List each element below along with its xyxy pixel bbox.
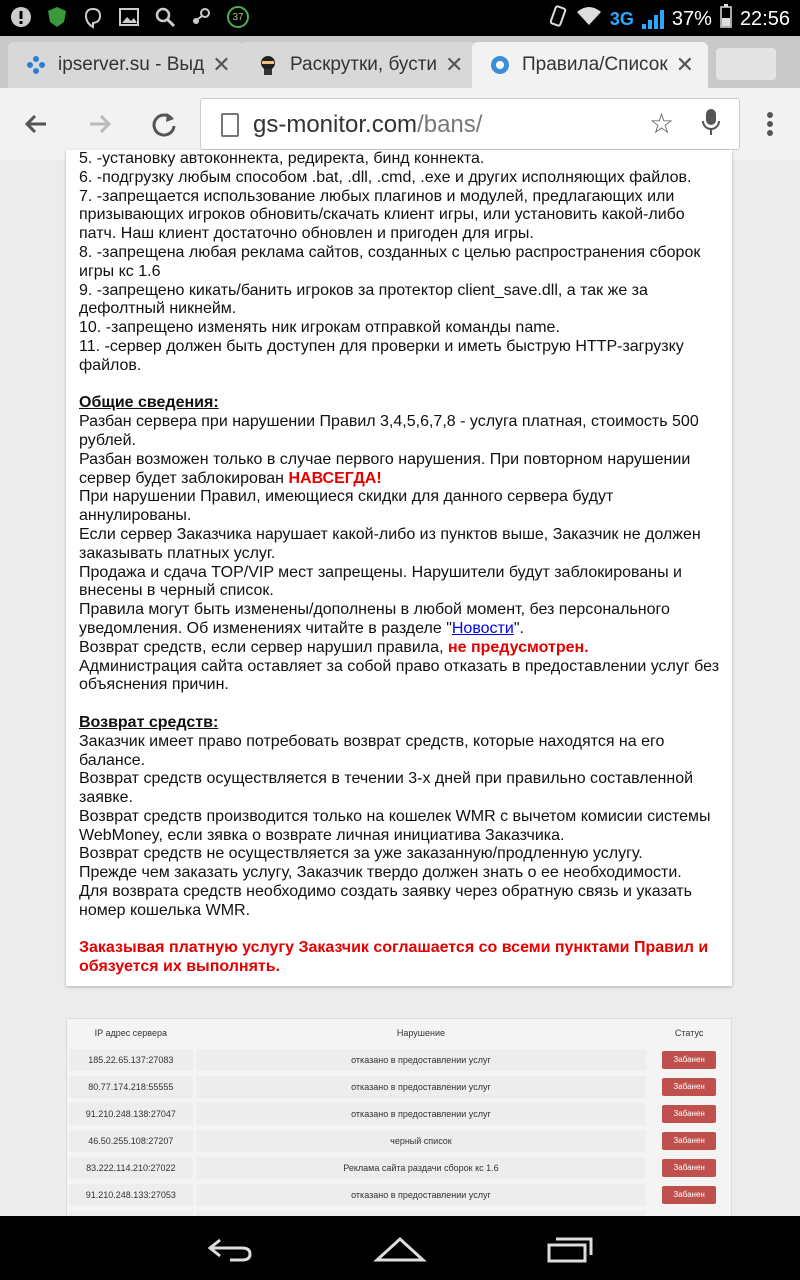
- refund-heading: Возврат средств:: [79, 713, 219, 731]
- hangouts-icon: [82, 6, 104, 28]
- bookmark-star-icon[interactable]: ☆: [649, 108, 675, 139]
- table-row: [69, 1154, 729, 1181]
- status-bar: [0, 0, 800, 36]
- general-item: Правила могут быть изменены/дополнены в любой момент, без персонального уведомления. Об изменениях читайте в разделе "Новости".: [79, 601, 670, 637]
- back-nav-icon[interactable]: [200, 1232, 260, 1266]
- rule-item: 9. -запрещено кикать/банить игроков за протектор client_save.dll, а так же за дефолтный никнейм.: [79, 281, 648, 318]
- alert-icon: [10, 6, 32, 28]
- violation-cell: Реклама сайта раздачи сборок кс 1.6: [196, 1157, 647, 1179]
- url-text[interactable]: gs-monitor.com/bans/: [253, 111, 483, 138]
- gsmonitor-icon: [490, 55, 510, 75]
- tab-strip: [0, 36, 800, 88]
- battery-icon: [720, 4, 732, 34]
- table-header: [69, 1019, 729, 1046]
- general-item: Разбан возможен только в случае первого нарушения. При повторном нарушении сервер будет заблокирован НАВСЕГДА!: [79, 450, 691, 487]
- general-item: Если сервер Заказчика нарушает какой-либо из пунктов выше, Заказчик не должен заказывать платных услуг.: [79, 525, 701, 562]
- close-tab-icon[interactable]: ✕: [212, 52, 231, 77]
- home-nav-icon[interactable]: [370, 1232, 430, 1266]
- news-link[interactable]: Новости: [451, 619, 514, 637]
- general-item: Продажа и сдача TOP/VIP мест запрещены. Нарушители будут заблокированы и внесены в черный список.: [79, 563, 682, 600]
- tab-ipserver[interactable]: ipserver.su - Выд ✕: [8, 42, 244, 88]
- banned-button[interactable]: Забанен: [662, 1051, 716, 1069]
- ip-cell: 91.210.248.138:27047: [69, 1103, 193, 1125]
- bans-table: [66, 1018, 732, 1236]
- general-item: Администрация сайта оставляет за собой право отказать в предоставлении услуг без объяснения причин.: [79, 657, 720, 694]
- violation-cell: отказано в предоставлении услуг: [196, 1184, 647, 1206]
- image-icon: [118, 6, 140, 28]
- refund-item: Прежде чем заказать услугу, Заказчик твердо должен знать о ее необходимости.: [79, 864, 682, 882]
- refund-item: Возврат средств не осуществляется за уже заказанную/продленную услугу.: [79, 845, 643, 863]
- not-provided-warning: не предусмотрен.: [447, 638, 589, 656]
- badge-icon: 37: [226, 6, 250, 28]
- menu-button[interactable]: [752, 106, 788, 142]
- table-row: [69, 1073, 729, 1100]
- tab-rules[interactable]: Правила/Список ✕: [472, 42, 708, 88]
- ip-cell: 91.210.248.133:27053: [69, 1184, 193, 1206]
- microphone-icon[interactable]: [701, 107, 721, 144]
- violation-cell: отказано в предоставлении услуг: [196, 1076, 647, 1098]
- general-item: Возврат средств, если сервер нарушил правила, не предусмотрен.: [79, 638, 589, 656]
- table-row: [69, 1046, 729, 1073]
- table-row: [69, 1127, 729, 1154]
- reload-button[interactable]: [146, 106, 182, 142]
- tab-raskrutki[interactable]: Раскрутки, бусти ✕: [240, 42, 476, 88]
- banned-button[interactable]: Забанен: [662, 1132, 716, 1150]
- recents-nav-icon[interactable]: [540, 1232, 600, 1266]
- search-icon: [154, 6, 176, 28]
- table-row: [69, 1181, 729, 1208]
- agreement-notice: Заказывая платную услугу Заказчик соглашается со всеми пунктами Правил и обязуется их выполнять.: [79, 939, 709, 976]
- violation-cell: отказано в предоставлении услуг: [196, 1103, 647, 1125]
- violation-cell: черный список: [196, 1130, 647, 1152]
- banned-button[interactable]: Забанен: [662, 1078, 716, 1096]
- navigation-bar: [0, 1216, 800, 1280]
- refund-item: Заказчик имеет право потребовать возврат средств, которые находятся на его балансе.: [79, 732, 665, 769]
- general-item: При нарушении Правил, имеющиеся скидки для данного сервера будут аннулированы.: [79, 488, 614, 525]
- header-ip: IP адрес сервера: [94, 1027, 167, 1038]
- rule-item: 6. -подгрузку любым способом .bat, .dll, .cmd, .exe и других исполняющих файлов.: [79, 168, 692, 186]
- page-content[interactable]: [0, 150, 800, 1216]
- shield-icon: [46, 6, 68, 28]
- refund-item: Возврат средств осуществляется в течении 3-х дней при правильно составленной заявке.: [79, 770, 694, 807]
- rules-card: [66, 150, 732, 986]
- forever-warning: НАВСЕГДА!: [288, 469, 382, 487]
- battery-percent: 37%: [671, 7, 712, 30]
- ip-cell: 46.50.255.108:27207: [69, 1130, 193, 1152]
- rule-item: 7. -запрещается использование любых плагинов и модулей, предлагающих или призывающих игроков обновить/скачать клиент игры, или установить какой-либо патч. Наш клиент достаточно обновлен и пригоден для игры.: [79, 187, 685, 243]
- general-item: Разбан сервера при нарушении Правил 3,4,5,6,7,8 - услуга платная, стоимость 500 рублей.: [79, 413, 699, 449]
- banned-button[interactable]: Забанен: [662, 1186, 716, 1204]
- header-violation: Нарушение: [396, 1027, 445, 1038]
- signal-icon: [642, 9, 664, 29]
- wifi-icon: [576, 5, 602, 33]
- banned-button[interactable]: Забанен: [662, 1105, 716, 1123]
- banned-button[interactable]: Забанен: [662, 1159, 716, 1177]
- back-button[interactable]: [18, 106, 54, 142]
- rule-item: 8. -запрещена любая реклама сайтов, созданных с целью распространения сборок игры кс 1.6: [79, 243, 701, 280]
- rules-text: [79, 150, 722, 977]
- vibrate-icon: [548, 4, 568, 34]
- general-heading: Общие сведения:: [79, 394, 219, 412]
- header-status: Статус: [674, 1027, 704, 1038]
- ip-cell: 80.77.174.218:55555: [69, 1076, 193, 1098]
- rule-item: 11. -сервер должен быть доступен для проверки и иметь быструю HTTP-загрузку файлов.: [79, 337, 684, 374]
- table-row: [69, 1100, 729, 1127]
- rule-item: 5. -установку автоконнекта, редиректа, бинд коннекта.: [79, 150, 485, 167]
- network-type: 3G: [609, 8, 634, 29]
- clock: 22:56: [739, 7, 790, 30]
- rule-item: 10. -запрещено изменять ник игрокам отправкой команды name.: [79, 319, 560, 337]
- ipserver-icon: [26, 55, 46, 75]
- ninja-icon: [258, 55, 278, 75]
- violation-cell: отказано в предоставлении услуг: [196, 1049, 647, 1071]
- close-tab-icon[interactable]: ✕: [445, 52, 464, 77]
- close-tab-icon[interactable]: ✕: [675, 52, 695, 77]
- ip-cell: 83.222.114.210:27022: [69, 1157, 193, 1179]
- page-icon: [221, 113, 239, 137]
- forward-button[interactable]: [82, 106, 118, 142]
- ip-cell: 185.22.65.137:27083: [69, 1049, 193, 1071]
- steam-icon: [190, 6, 212, 28]
- refund-item: Для возврата средств необходимо создать заявку через обратную связь и указать номер кошелька WMR.: [79, 883, 692, 919]
- address-bar[interactable]: [200, 98, 740, 150]
- new-tab-button[interactable]: [716, 48, 776, 80]
- refund-item: Возврат средств производится только на кошелек WMR с вычетом комисии системы WebMoney, если зявка о возврате личная инициатива Заказчика.: [79, 807, 711, 844]
